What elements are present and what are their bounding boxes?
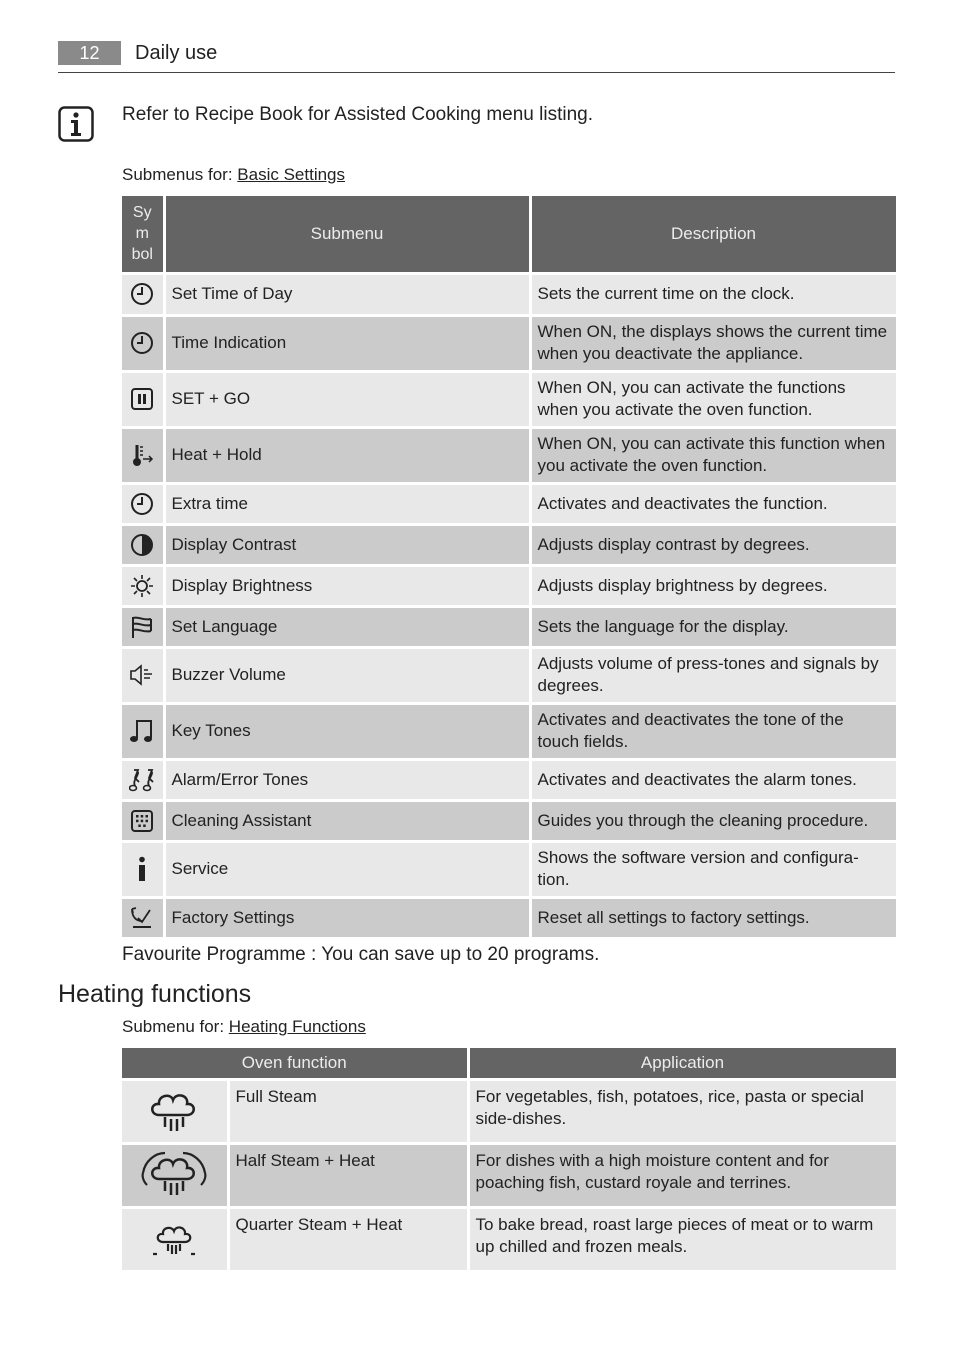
table-row <box>122 647 897 703</box>
thermometer-arrow-icon <box>130 442 154 468</box>
function-name: Full Steam <box>228 1080 468 1144</box>
table-row <box>122 1080 897 1144</box>
heating-functions-label <box>122 1017 366 1037</box>
table-row <box>122 606 897 647</box>
section-title: Daily use <box>135 42 218 64</box>
favourite-text: : You can save up to 20 programs. <box>305 944 600 965</box>
table-row <box>122 427 897 483</box>
function-application: To bake bread, roast large pieces of meat or to warm up chilled and frozen meals. <box>468 1208 897 1272</box>
favourite-programme-note <box>122 944 599 966</box>
full-steam-icon <box>143 1087 205 1137</box>
table-row <box>122 273 897 315</box>
music-note-icon <box>129 718 155 744</box>
clock-icon <box>130 282 154 306</box>
submenu-name: Buzzer Volume <box>164 647 530 703</box>
speaker-icon <box>129 664 155 686</box>
sun-icon <box>130 574 154 598</box>
label-prefix: Submenu for: <box>122 1017 225 1036</box>
header-symbol: Sy m bol <box>122 196 164 273</box>
table-row <box>122 841 897 897</box>
submenu-description: Shows the software version and configura-tion. <box>530 841 897 897</box>
submenu-description: When ON, you can activate this function when you activate the oven function. <box>530 427 897 483</box>
table-row <box>122 897 897 938</box>
submenu-name: Cleaning Assistant <box>164 800 530 841</box>
pause-box-icon <box>130 387 154 411</box>
submenu-description: Adjusts display contrast by degrees. <box>530 524 897 565</box>
cleaning-grid-icon <box>130 809 154 833</box>
heating-functions-heading: Heating functions <box>58 980 252 1008</box>
submenu-name: Display Contrast <box>164 524 530 565</box>
submenu-description: Activates and deactivates the function. <box>530 483 897 524</box>
function-name: Half Steam + Heat <box>228 1144 468 1208</box>
info-note: Refer to Recipe Book for Assisted Cooking menu listing. <box>122 104 594 125</box>
info-icon <box>58 106 94 142</box>
table-row <box>122 565 897 606</box>
table-row <box>122 1144 897 1208</box>
page-header <box>58 40 895 73</box>
submenu-name: Display Brightness <box>164 565 530 606</box>
favourite-term: Favourite Programme <box>122 944 306 965</box>
submenu-description: When ON, the displays shows the current time when you deactivate the appliance. <box>530 315 897 371</box>
half-circle-contrast-icon <box>130 533 154 557</box>
alarm-note-icon <box>129 767 155 793</box>
heating-functions-link: Heating Functions <box>228 1017 366 1036</box>
basic-settings-link: Basic Settings <box>237 165 346 184</box>
function-name: Quarter Steam + Heat <box>228 1208 468 1272</box>
submenu-description: Sets the language for the display. <box>530 606 897 647</box>
basic-settings-table <box>122 196 899 940</box>
function-application: For vegetables, fish, potatoes, rice, pasta or special side-dishes. <box>468 1080 897 1144</box>
submenu-description: Adjusts volume of press-tones and signals by degrees. <box>530 647 897 703</box>
table-row <box>122 1208 897 1272</box>
info-i-icon <box>136 856 148 882</box>
submenu-description: Guides you through the cleaning procedure. <box>530 800 897 841</box>
clock-icon <box>130 492 154 516</box>
page-number: 12 <box>58 41 121 65</box>
submenu-description: Adjusts display brightness by degrees. <box>530 565 897 606</box>
submenu-name: Time Indication <box>164 315 530 371</box>
submenu-description: Activates and deactivates the alarm tones. <box>530 759 897 800</box>
table-row <box>122 703 897 759</box>
submenu-description: Activates and deactivates the tone of the touch fields. <box>530 703 897 759</box>
factory-reset-icon <box>129 906 155 930</box>
submenu-name: Alarm/Error Tones <box>164 759 530 800</box>
table-row <box>122 315 897 371</box>
table-row <box>122 524 897 565</box>
submenu-name: Heat + Hold <box>164 427 530 483</box>
flag-icon <box>130 615 154 639</box>
table-row <box>122 759 897 800</box>
submenu-description: Reset all settings to factory settings. <box>530 897 897 938</box>
submenu-name: Key Tones <box>164 703 530 759</box>
table-row <box>122 800 897 841</box>
submenu-name: Set Time of Day <box>164 273 530 315</box>
submenu-name: Extra time <box>164 483 530 524</box>
table-row <box>122 371 897 427</box>
quarter-steam-heat-icon <box>149 1220 199 1260</box>
clock-icon <box>130 331 154 355</box>
header-oven-function: Oven function <box>122 1048 468 1080</box>
submenu-name: Service <box>164 841 530 897</box>
function-application: For dishes with a high moisture content and for poaching fish, custard royale and terrines. <box>468 1144 897 1208</box>
label-prefix: Submenus for: <box>122 165 233 184</box>
submenu-description: When ON, you can activate the functions when you activate the oven function. <box>530 371 897 427</box>
submenu-name: SET + GO <box>164 371 530 427</box>
submenu-name: Factory Settings <box>164 897 530 938</box>
basic-settings-label <box>122 165 345 185</box>
table-row <box>122 483 897 524</box>
header-application: Application <box>468 1048 897 1080</box>
submenu-description: Sets the current time on the clock. <box>530 273 897 315</box>
header-description: Description <box>530 196 897 273</box>
submenu-name: Set Language <box>164 606 530 647</box>
heating-functions-table <box>122 1048 899 1273</box>
header-submenu: Submenu <box>164 196 530 273</box>
half-steam-heat-icon <box>139 1149 209 1203</box>
